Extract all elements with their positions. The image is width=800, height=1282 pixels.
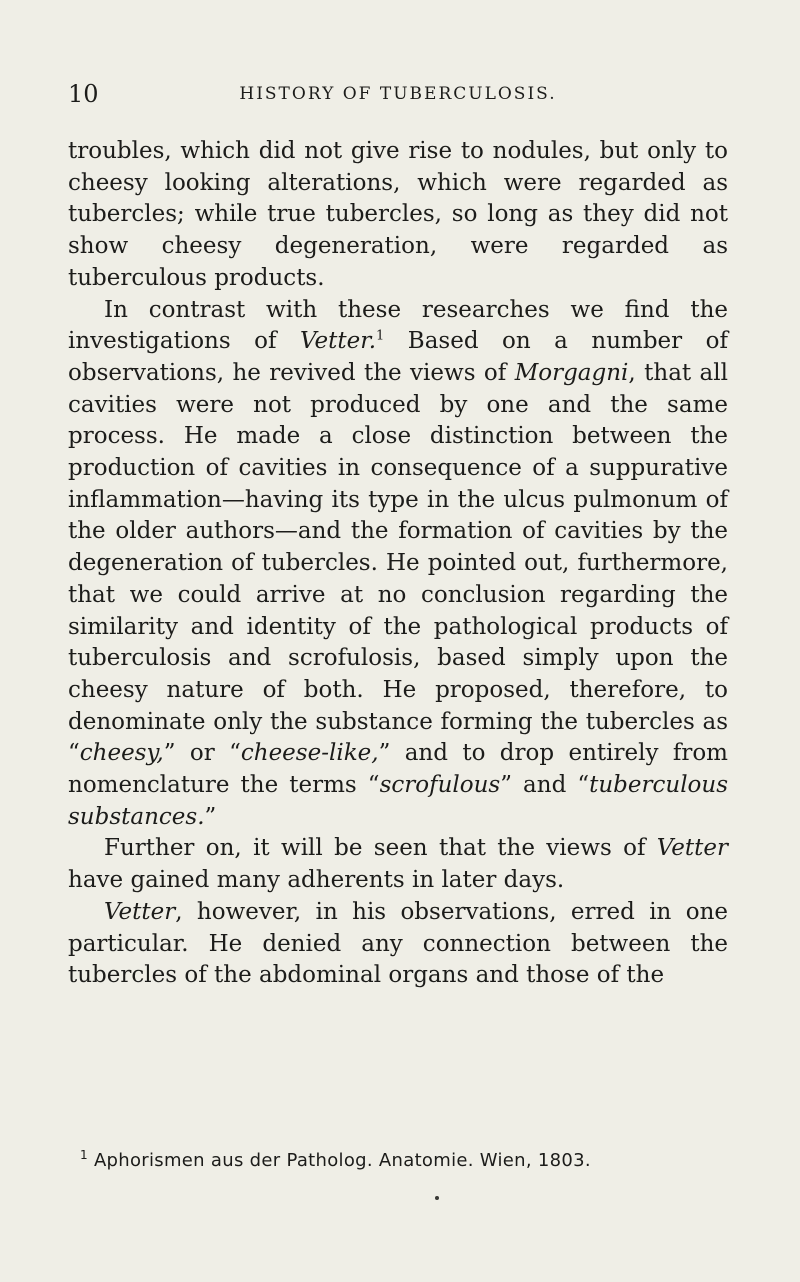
paragraph-1: troubles, which did not give rise to nodules, but only to cheesy looking alterations, which were regarded as tubercles; while true tubercles, so long as they did not show cheesy degeneration, were regarded as tuberculous products. [68,138,728,291]
author-name-vetter: Vetter. [300,328,377,355]
running-head [68,80,728,110]
text-run: ” and to drop entirely from nomenclature the terms “ [68,740,728,799]
footnote [80,1148,728,1171]
body-text [68,136,728,992]
paragraph-3 [68,833,728,896]
author-name-morgagni: Morgagni [514,359,629,386]
text-run: ” [204,803,217,830]
running-title: HISTORY OF TUBERCULOSIS. [239,84,557,104]
footnote-text: Aphorismen aus der Patholog. Anatomie. Wien, 1803. [93,1150,591,1171]
term-scrofulous: scrofulous [379,772,501,799]
term-tuberculous-substances: tuberculous substances. [68,772,729,830]
text-run: ” or “ [163,740,241,767]
author-name-vetter: Vetter [656,835,728,862]
page-number: 10 [68,80,99,108]
text-run: Based on a number of observations, he revived the views of [68,328,728,386]
paragraph-4 [68,897,728,992]
print-speck [435,1196,439,1200]
text-run: have gained many adherents in later days. [68,867,565,894]
term-cheese-like: cheese-like, [240,740,379,767]
footnote-reference: 1 [376,328,385,344]
text-run: In contrast with these researches we find the investigations of [68,296,728,355]
text-run: Further on, it will be seen that the views of [104,835,657,862]
footnote-marker: 1 [80,1148,88,1162]
text-run: ” and “ [500,772,590,799]
term-cheesy: cheesy, [79,740,164,767]
text-run: , however, in his observations, erred in one particular. He denied any connection between the tubercles of the abdominal organs and those of the [68,898,728,989]
author-name-vetter: Vetter [104,898,176,925]
paragraph-2 [68,295,728,834]
text-run: , that all cavities were not produced by one and the same process. He made a close distinction between the production of cavities in consequence of a suppurative inflammation—having its type in the ulcus pulmonum of the older authors—and the formation of cavities by the degeneration of tubercles. He pointed out, furthermore, that we could arrive at no conclusion regarding the similarity and identity of the pathological products of tuberculosis and scrofulosis, based simply upon the cheesy nature of both. He proposed, therefore, to denominate only the substance forming the tubercles as “ [68,359,728,767]
